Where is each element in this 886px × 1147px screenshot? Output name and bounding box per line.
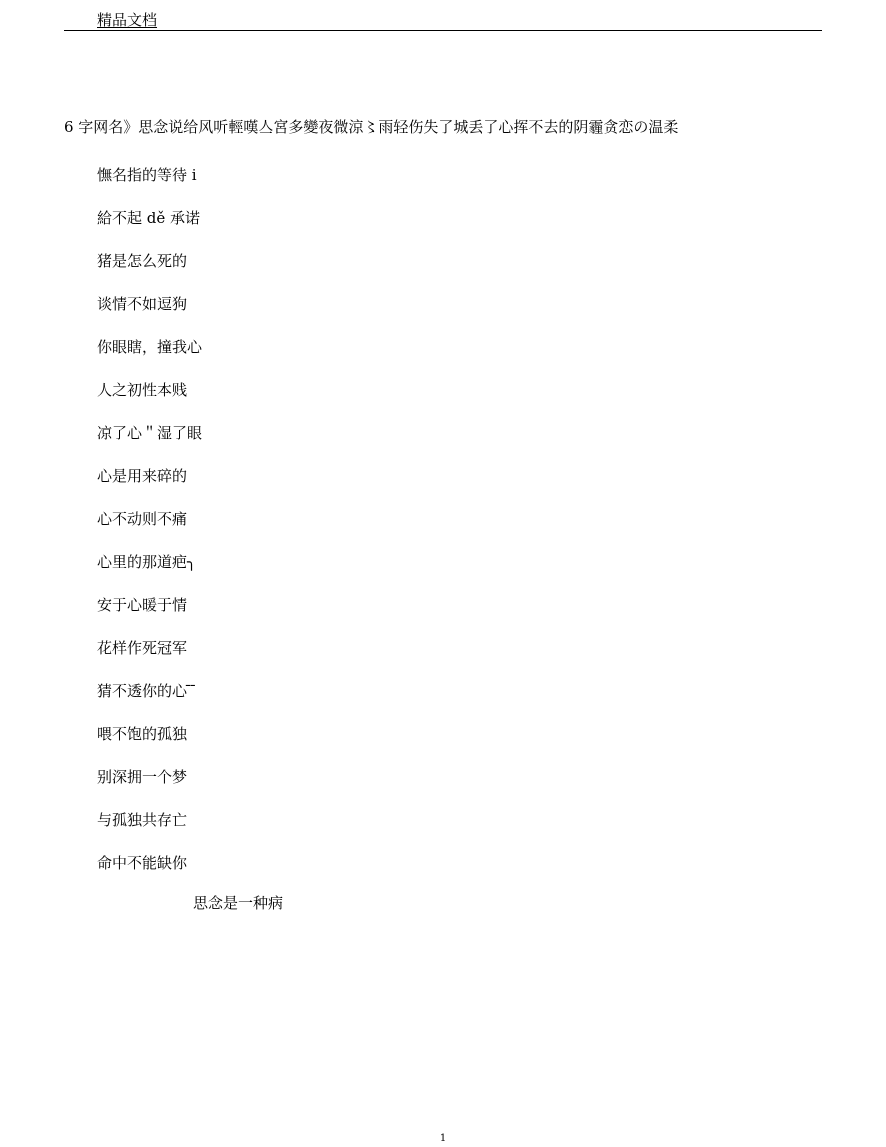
list-item: 猪是怎么死的 <box>97 252 188 270</box>
list-item: 安于心暖于情 <box>97 596 188 614</box>
list-item: 与孤独共存亡 <box>97 811 188 829</box>
list-item: 心是用来碎的 <box>97 467 188 485</box>
indented-last-line: 思念是一种病 <box>193 894 284 912</box>
list-item: 憮名指的等待 i <box>97 166 197 184</box>
header-title: 精品文档 <box>97 11 158 29</box>
list-item: 谈情不如逗狗 <box>97 295 188 313</box>
list-item: 你眼瞎，撞我心 <box>97 338 203 356</box>
list-item: 心不动则不痛 <box>97 510 188 528</box>
list-item: 猜不透你的心 ̄ ̄ <box>97 682 197 700</box>
name-list <box>97 164 202 895</box>
list-item: 别深拥一个梦 <box>97 768 188 786</box>
page-number: 1 <box>439 1133 447 1144</box>
list-item: 花样作死冠军 <box>97 639 188 657</box>
list-item: 給不起 dě 承诺 <box>97 209 201 227</box>
list-item: 心里的那道疤╮ <box>97 553 197 571</box>
list-item: 命中不能缺你 <box>97 854 188 872</box>
list-item: 凉了心＂湿了眼 <box>97 424 203 442</box>
list-item: 人之初性本贱 <box>97 381 188 399</box>
page-header <box>64 0 822 31</box>
list-item: 喂不饱的孤独 <box>97 725 188 743</box>
document-title-line: 6 字网名》思念说给风听輕嘆亼宮多變夜微涼〻雨轻伤失了城丢了心挥不去的阴霾贪恋の温柔 <box>64 118 679 136</box>
